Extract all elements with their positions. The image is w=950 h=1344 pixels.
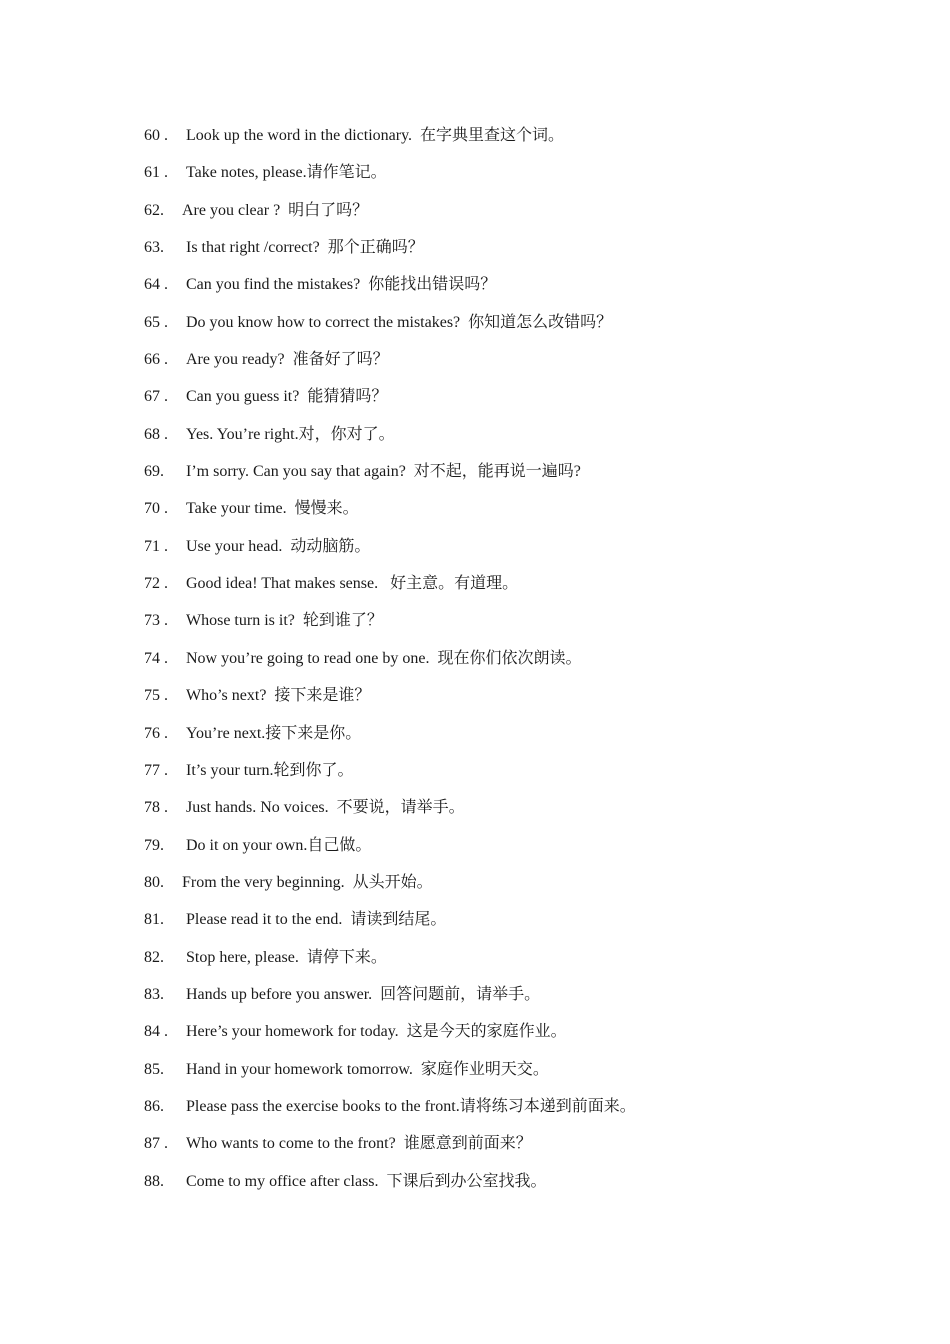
item-text: Now you’re going to read one by one. 现在你们依次朗读。 <box>186 649 582 667</box>
list-item <box>144 383 904 420</box>
item-text: Are you clear ? 明白了吗？ <box>182 201 369 219</box>
item-number: 83. <box>144 985 164 1003</box>
item-number: 69. <box>144 463 164 481</box>
list-item <box>144 197 904 234</box>
list-item <box>144 1018 904 1055</box>
item-number: 62. <box>144 201 164 219</box>
list-item <box>144 309 904 346</box>
item-number: 71 . <box>144 537 168 555</box>
list-item <box>144 570 904 607</box>
item-number: 88. <box>144 1172 164 1190</box>
item-text: Please read it to the end. 请读到结尾。 <box>186 911 447 929</box>
list-item <box>144 832 904 869</box>
item-number: 61 . <box>144 164 168 182</box>
item-text: Hands up before you answer. 回答问题前，请举手。 <box>186 985 541 1003</box>
item-number: 73 . <box>144 612 168 630</box>
item-number: 86. <box>144 1097 164 1115</box>
item-text: Yes. You’re right.对，你对了。 <box>186 425 395 443</box>
list-item <box>144 757 904 794</box>
item-number: 75 . <box>144 687 168 705</box>
list-item <box>144 495 904 532</box>
item-number: 81. <box>144 911 164 929</box>
list-item <box>144 346 904 383</box>
item-text: Use your head. 动动脑筋。 <box>186 537 371 555</box>
item-text: Just hands. No voices. 不要说，请举手。 <box>186 799 465 817</box>
list-item <box>144 906 904 943</box>
item-number: 78 . <box>144 799 168 817</box>
item-text: Here’s your homework for today. 这是今天的家庭作业。 <box>186 1023 567 1041</box>
list-item <box>144 944 904 981</box>
item-text: Please pass the exercise books to the front.请将练习本递到前面来。 <box>186 1097 636 1115</box>
item-number: 77 . <box>144 761 168 779</box>
list-item <box>144 271 904 308</box>
list-item <box>144 1056 904 1093</box>
item-text: It’s your turn.轮到你了。 <box>186 761 354 779</box>
item-number: 84 . <box>144 1023 168 1041</box>
item-text: Can you find the mistakes? 你能找出错误吗？ <box>186 276 497 294</box>
item-text: Do you know how to correct the mistakes? 你知道怎么改错吗？ <box>186 313 613 331</box>
list-item <box>144 533 904 570</box>
item-text: Look up the word in the dictionary. 在字典里查这个词。 <box>186 127 565 144</box>
list-item <box>144 607 904 644</box>
item-number: 65 . <box>144 313 168 331</box>
list-item <box>144 981 904 1018</box>
list-item <box>144 1093 904 1130</box>
list-item <box>144 122 904 159</box>
item-number: 67 . <box>144 388 168 406</box>
item-number: 70 . <box>144 500 168 518</box>
list-item <box>144 458 904 495</box>
item-text: Can you guess it? 能猜猜吗？ <box>186 388 388 406</box>
item-number: 72 . <box>144 575 168 593</box>
item-text: You’re next.接下来是你。 <box>186 724 362 742</box>
item-number: 80. <box>144 873 164 891</box>
item-number: 76 . <box>144 724 168 742</box>
item-number: 66 . <box>144 351 168 369</box>
item-number: 79. <box>144 836 164 854</box>
item-text: From the very beginning. 从头开始。 <box>182 873 433 891</box>
item-text: Are you ready? 准备好了吗？ <box>186 351 389 369</box>
list-item <box>144 869 904 906</box>
item-text: Good idea! That makes sense. 好主意。有道理。 <box>186 575 519 593</box>
list-item <box>144 1130 904 1167</box>
list-item <box>144 794 904 831</box>
item-text: Take notes, please.请作笔记。 <box>186 164 387 182</box>
item-number: 64 . <box>144 276 168 294</box>
list-item <box>144 421 904 458</box>
item-number: 87 . <box>144 1135 168 1153</box>
item-text: Hand in your homework tomorrow. 家庭作业明天交。 <box>186 1060 549 1078</box>
item-text: Stop here, please. 请停下来。 <box>186 948 387 966</box>
phrase-list <box>144 122 904 1205</box>
list-item <box>144 720 904 757</box>
item-text: Come to my office after class. 下课后到办公室找我。 <box>186 1172 547 1190</box>
list-item <box>144 234 904 271</box>
list-item <box>144 645 904 682</box>
item-text: Do it on your own.自己做。 <box>186 836 372 854</box>
item-text: Who wants to come to the front? 谁愿意到前面来？ <box>186 1135 532 1153</box>
item-number: 74 . <box>144 649 168 667</box>
item-number: 68 . <box>144 425 168 443</box>
item-text: I’m sorry. Can you say that again? 对不起，能再说一遍吗? <box>186 463 581 481</box>
item-text: Is that right /correct? 那个正确吗？ <box>186 239 424 257</box>
item-number: 85. <box>144 1060 164 1078</box>
list-item <box>144 1168 904 1205</box>
item-number: 63. <box>144 239 164 257</box>
item-text: Whose turn is it? 轮到谁了？ <box>186 612 383 630</box>
item-number: 82. <box>144 948 164 966</box>
item-text: Take your time. 慢慢来。 <box>186 500 359 518</box>
list-item <box>144 682 904 719</box>
item-number: 60 . <box>144 127 168 144</box>
list-item <box>144 159 904 196</box>
item-text: Who’s next? 接下来是谁？ <box>186 687 371 705</box>
